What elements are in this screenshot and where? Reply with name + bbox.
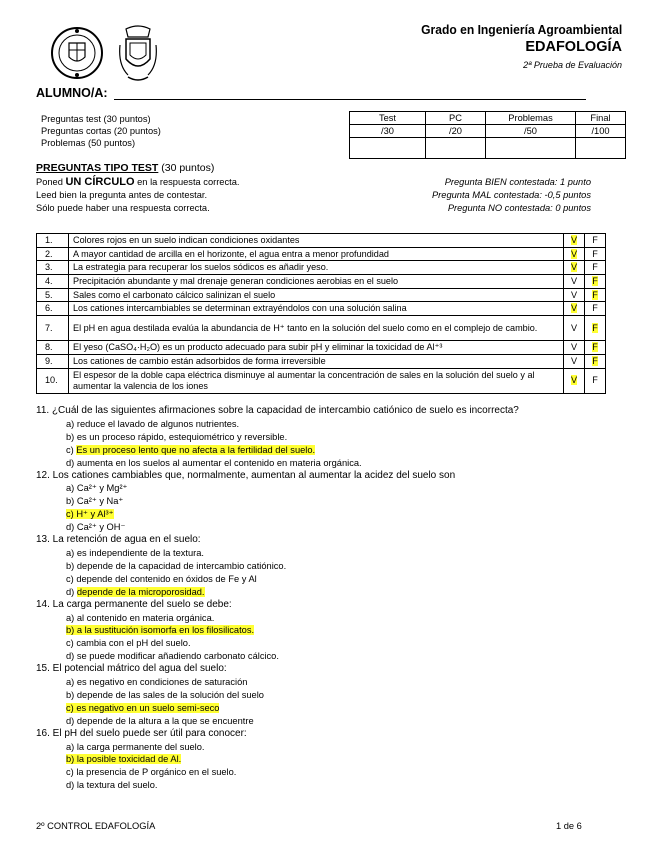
question-stem: 15. El potencial mátrico del agua del suelo: <box>36 663 227 675</box>
degree-title: Grado en Ingeniería Agroambiental <box>420 22 622 37</box>
tf-v-label: V <box>570 289 578 300</box>
answer-option-prefix: c) <box>66 444 77 455</box>
instr-emphasis: UN CÍRCULO <box>65 176 135 188</box>
tf-statement: El yeso (CaSO₄·H₂O) es un producto adecuado para subir pH y eliminar la toxicidad de Al⁺³ <box>69 341 564 355</box>
tf-option-v[interactable] <box>564 234 585 248</box>
tf-f-label: F <box>592 234 598 245</box>
test-section-title <box>36 162 214 174</box>
answer-option-highlighted: c) H⁺ y Al³⁺ <box>66 509 114 520</box>
question-stem: 13. La retención de agua en el suelo: <box>36 534 201 546</box>
instr-line: Sólo puede haber una respuesta correcta. <box>36 203 210 213</box>
points-item: Preguntas cortas (20 puntos) <box>41 126 161 136</box>
tf-row <box>37 234 606 248</box>
tf-row <box>37 275 606 289</box>
tf-f-label: F <box>592 248 598 259</box>
score-max: /30 <box>350 125 426 138</box>
tf-option-v[interactable] <box>564 247 585 261</box>
tf-f-label: F <box>592 322 598 333</box>
tf-number: 3. <box>37 261 69 275</box>
tf-v-label: V <box>570 262 578 273</box>
tf-option-v[interactable] <box>564 261 585 275</box>
tf-option-f[interactable] <box>585 302 606 316</box>
exam-subtitle: 2ª Prueba de Evaluación <box>523 60 622 70</box>
tf-option-f[interactable] <box>585 354 606 368</box>
score-max: /100 <box>576 125 626 138</box>
score-table <box>349 111 626 159</box>
tf-number: 4. <box>37 275 69 289</box>
instr-suffix: en la respuesta correcta. <box>137 177 240 187</box>
tf-f-label: F <box>592 262 598 273</box>
score-header: Test <box>350 112 426 125</box>
document-header <box>406 22 622 70</box>
tf-option-v[interactable] <box>564 341 585 355</box>
answer-option[interactable] <box>36 586 626 599</box>
tf-row <box>37 341 606 355</box>
answer-option[interactable]: a) es independiente de la textura. <box>66 547 205 558</box>
question-stem: 14. La carga permanente del suelo se debe: <box>36 598 232 610</box>
score-cell[interactable] <box>486 138 576 159</box>
scoring-line: Pregunta MAL contestada: -0,5 puntos <box>431 190 591 200</box>
answer-option[interactable]: a) reduce el lavado de algunos nutrientes. <box>66 418 240 429</box>
tf-statement: El espesor de la doble capa eléctrica disminuye al aumentar la concentración de sales en la solución del suelo y al aumentar la valencia de los iones <box>69 368 564 393</box>
tf-statement: Los cationes intercambiables se determinan extrayéndolos con una solución salina <box>69 302 564 316</box>
answer-option-highlighted: depende de la microporosidad. <box>76 586 205 597</box>
score-cell[interactable] <box>426 138 486 159</box>
answer-option[interactable]: d) se puede modificar añadiendo carbonato cálcico. <box>66 651 279 662</box>
tf-statement: Sales como el carbonato cálcico salinizan el suelo <box>69 288 564 302</box>
tf-option-v[interactable] <box>564 302 585 316</box>
tf-number: 10. <box>37 368 69 393</box>
score-max: /50 <box>486 125 576 138</box>
tf-v-label: V <box>570 375 578 385</box>
answer-option[interactable]: a) la carga permanente del suelo. <box>66 741 205 752</box>
tf-f-label: F <box>592 375 598 385</box>
question-stem: 12. Los cationes cambiables que, normalmente, aumentan al aumentar la acidez del suelo son <box>36 469 456 481</box>
answer-option-highlighted: c) es negativo en un suelo semi-seco <box>66 702 220 713</box>
answer-option[interactable]: d) la textura del suelo. <box>66 780 158 791</box>
tf-statement: La estrategia para recuperar los suelos sódicos es añadir yeso. <box>69 261 564 275</box>
score-cell[interactable] <box>350 138 426 159</box>
tf-row <box>37 247 606 261</box>
tf-option-f[interactable] <box>585 234 606 248</box>
scoring-line: Pregunta NO contestada: 0 puntos <box>447 203 591 213</box>
test-instructions <box>36 176 239 215</box>
tf-number: 6. <box>37 302 69 316</box>
answer-option-highlighted: b) a la sustitución isomorfa en los filosilicatos. <box>66 625 255 636</box>
points-breakdown <box>41 113 161 149</box>
answer-option[interactable] <box>36 444 626 457</box>
tf-v-label: V <box>570 355 578 366</box>
tf-number: 8. <box>37 341 69 355</box>
scoring-line: Pregunta BIEN contestada: 1 punto <box>444 177 591 187</box>
answer-option[interactable]: d) aumenta en los suelos al aumentar el contenido en materia orgánica. <box>66 457 362 468</box>
student-label: ALUMNO/A: <box>36 86 108 100</box>
tf-f-label: F <box>592 355 598 366</box>
tf-v-label: V <box>570 341 578 352</box>
answer-option[interactable] <box>36 508 626 521</box>
answer-option[interactable]: b) es un proceso rápido, estequiométrico y reversible. <box>66 431 288 442</box>
instr-prefix: Poned <box>36 177 63 187</box>
score-header: Final <box>576 112 626 125</box>
tf-number: 1. <box>37 234 69 248</box>
tf-row <box>37 261 606 275</box>
answer-option[interactable]: c) depende del contenido en óxidos de Fe y Al <box>66 573 257 584</box>
tf-v-label: V <box>570 248 578 259</box>
tf-statement: El pH en agua destilada evalúa la abundancia de H⁺ tanto en la solución del suelo como en el complejo de cambio. <box>69 316 564 341</box>
tf-statement: A mayor cantidad de arcilla en el horizonte, el agua entra a menor profundidad <box>69 247 564 261</box>
tf-v-label: V <box>570 303 578 314</box>
answer-option-prefix: d) <box>66 586 77 597</box>
tf-statement: Precipitación abundante y mal drenaje generan condiciones aerobias en el suelo <box>69 275 564 289</box>
test-scoring-rules <box>432 176 591 215</box>
answer-option[interactable]: d) Ca²⁺ y OH⁻ <box>66 522 126 533</box>
test-title: PREGUNTAS TIPO TEST <box>36 162 159 174</box>
tf-option-f[interactable] <box>585 341 606 355</box>
tf-option-f[interactable] <box>585 368 606 393</box>
answer-option-highlighted: b) la posible toxicidad de Al. <box>66 754 182 765</box>
tf-f-label: F <box>592 303 598 314</box>
tf-number: 5. <box>37 288 69 302</box>
tf-row <box>37 354 606 368</box>
tf-f-label: F <box>592 341 598 352</box>
page-number: 1 de 6 <box>556 821 582 831</box>
test-points: (30 puntos) <box>161 162 215 174</box>
tf-row <box>37 288 606 302</box>
tf-number: 9. <box>37 354 69 368</box>
score-max: /20 <box>426 125 486 138</box>
tf-row <box>37 368 606 393</box>
answer-option[interactable]: a) al contenido en materia orgánica. <box>66 612 215 623</box>
true-false-table <box>36 233 606 394</box>
answer-option[interactable]: a) es negativo en condiciones de saturación <box>66 677 248 688</box>
tf-option-v[interactable] <box>564 316 585 341</box>
tf-number: 2. <box>37 247 69 261</box>
answer-option[interactable]: b) Ca²⁺ y Na⁺ <box>66 496 124 507</box>
multiple-choice-questions <box>36 405 626 792</box>
subject-title: EDAFOLOGÍA <box>525 39 622 55</box>
question-stem: 11. ¿Cuál de las siguientes afirmaciones sobre la capacidad de intercambio catiónico de suelo es incorrecta? <box>36 405 519 416</box>
tf-option-f[interactable] <box>585 288 606 302</box>
question-stem: 16. El pH del suelo puede ser útil para conocer: <box>36 727 247 739</box>
tf-row <box>37 316 606 341</box>
tf-option-v[interactable] <box>564 368 585 393</box>
tf-statement: Los cationes de cambio están adsorbidos de forma irreversible <box>69 354 564 368</box>
tf-row <box>37 302 606 316</box>
university-seal <box>50 23 104 83</box>
tf-option-f[interactable] <box>585 316 606 341</box>
tf-f-label: F <box>592 289 598 300</box>
answer-option[interactable]: a) Ca²⁺ y Mg²⁺ <box>66 483 128 494</box>
tf-statement: Colores rojos en un suelo indican condiciones oxidantes <box>69 234 564 248</box>
score-cell[interactable] <box>576 138 626 159</box>
tf-v-label: V <box>570 322 578 333</box>
tf-v-label: V <box>570 275 578 286</box>
tf-option-f[interactable] <box>585 261 606 275</box>
answer-option[interactable] <box>36 702 626 715</box>
instr-line: Leed bien la pregunta antes de contestar. <box>36 190 208 200</box>
footer-title: 2º CONTROL EDAFOLOGÍA <box>36 821 156 831</box>
tf-option-f[interactable] <box>585 247 606 261</box>
answer-option[interactable]: b) depende de la capacidad de intercambio catiónico. <box>66 560 287 571</box>
answer-option[interactable] <box>36 624 626 637</box>
tf-f-label: F <box>592 275 598 286</box>
points-item: Problemas (50 puntos) <box>41 138 136 148</box>
tf-option-v[interactable] <box>564 288 585 302</box>
student-name-line[interactable] <box>114 99 586 100</box>
answer-option-highlighted: Es un proceso lento que no afecta a la fertilidad del suelo. <box>76 444 316 455</box>
tf-option-v[interactable] <box>564 354 585 368</box>
answer-option[interactable]: d) depende de la altura a la que se encuentre <box>66 715 254 726</box>
answer-option[interactable]: c) cambia con el pH del suelo. <box>66 638 191 649</box>
score-header: Problemas <box>486 112 576 125</box>
points-item: Preguntas test (30 puntos) <box>41 114 151 124</box>
coat-of-arms-logo <box>118 25 158 83</box>
tf-number: 7. <box>37 316 69 341</box>
answer-option[interactable] <box>36 753 626 766</box>
tf-option-v[interactable] <box>564 275 585 289</box>
answer-option[interactable]: b) depende de las sales de la solución del suelo <box>66 689 264 700</box>
tf-v-label: V <box>570 234 578 245</box>
answer-option[interactable]: c) la presencia de P orgánico en el suelo. <box>66 767 237 778</box>
tf-option-f[interactable] <box>585 275 606 289</box>
score-header: PC <box>426 112 486 125</box>
